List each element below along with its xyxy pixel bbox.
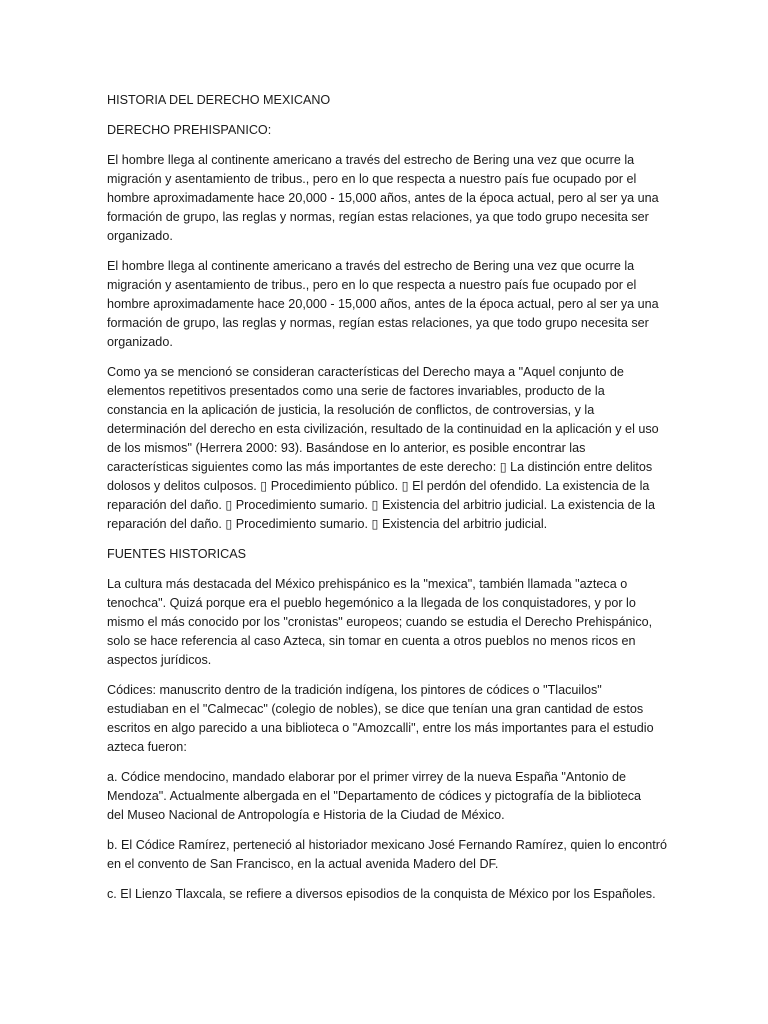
paragraph-line: El hombre llega al continente americano a través del estrecho de Bering una vez que ocurre la <box>107 153 635 167</box>
paragraph-line: hombre aproximadamente hace 20,000 - 15,000 años, antes de la época actual, pero al ser ya una <box>107 297 659 311</box>
paragraph <box>107 681 667 757</box>
section-heading-derecho-prehispanico: DERECHO PREHISPANICO: <box>107 123 272 137</box>
paragraph-line: La cultura más destacada del México prehispánico es la "mexica", también llamada "azteca o <box>107 577 628 591</box>
paragraph <box>107 575 667 670</box>
paragraph-line: formación de grupo, las reglas y normas, regían estas relaciones, ya que todo grupo necesita ser <box>107 210 649 224</box>
paragraph-line: Como ya se mencionó se consideran características del Derecho maya a "Aquel conjunto de <box>107 365 624 379</box>
paragraph-line: estudiaban en el "Calmecac" (colegio de nobles), se dice que tenían una gran cantidad de estos <box>107 702 644 716</box>
document-title: HISTORIA DEL DERECHO MEXICANO <box>107 93 331 107</box>
paragraph-line: migración y asentamiento de tribus., pero en lo que respecta a nuestro país fue ocupado por el <box>107 172 637 186</box>
paragraph-line: b. El Códice Ramírez, perteneció al historiador mexicano José Fernando Ramírez, quien lo encontró <box>107 838 668 852</box>
paragraph-line: de los mismos" (Herrera 2000: 93). Basándose en lo anterior, es posible encontrar las <box>107 441 586 455</box>
paragraph-line: mismo el más conocido por los "cronistas" europeos; cuando se estudia el Derecho Prehispánico, <box>107 615 653 629</box>
paragraph-line: Códices: manuscrito dentro de la tradición indígena, los pintores de códices o "Tlacuilos" <box>107 683 602 697</box>
paragraph-line: migración y asentamiento de tribus., pero en lo que respecta a nuestro país fue ocupado por el <box>107 278 637 292</box>
paragraph-line: reparación del daño. ▯ Procedimiento sumario. ▯ Existencia del arbitrio judicial. La existencia de la <box>107 498 655 512</box>
paragraph-line: solo se hace referencia al caso Azteca, sin tomar en cuenta a otros pueblos no menos ricos en <box>107 634 636 648</box>
paragraph-line: organizado. <box>107 229 173 243</box>
paragraph <box>107 257 667 352</box>
section-heading-fuentes-historicas: FUENTES HISTORICAS <box>107 547 247 561</box>
paragraph <box>107 363 667 534</box>
paragraph-line: aspectos jurídicos. <box>107 653 212 667</box>
paragraph-line: escritos en algo parecido a una biblioteca o "Amozcalli", entre los más importantes para el estudio <box>107 721 654 735</box>
paragraph-line: azteca fueron: <box>107 740 187 754</box>
paragraph <box>107 768 667 825</box>
paragraph-line: reparación del daño. ▯ Procedimiento sumario. ▯ Existencia del arbitrio judicial. <box>107 517 548 531</box>
paragraph <box>107 151 667 246</box>
paragraph-line: dolosos y delitos culposos. ▯ Procedimiento público. ▯ El perdón del ofendido. La existencia de la <box>107 479 650 493</box>
paragraph-line: a. Códice mendocino, mandado elaborar por el primer virrey de la nueva España "Antonio de <box>107 770 627 784</box>
paragraph-line: tenochca". Quizá porque era el pueblo hegemónico a la llegada de los conquistadores, y por lo <box>107 596 636 610</box>
paragraph-line: características siguientes como las más importantes de este derecho: ▯ La distinción entre delitos <box>107 460 653 474</box>
paragraph-line: formación de grupo, las reglas y normas, regían estas relaciones, ya que todo grupo necesita ser <box>107 316 649 330</box>
paragraph <box>107 836 667 874</box>
paragraph-line: hombre aproximadamente hace 20,000 - 15,000 años, antes de la época actual, pero al ser ya una <box>107 191 659 205</box>
paragraph-line: en el convento de San Francisco, en la actual avenida Madero del DF. <box>107 857 499 871</box>
paragraph-line: Mendoza". Actualmente albergada en el "Departamento de códices y pictografía de la biblioteca <box>107 789 642 803</box>
paragraph-line: determinación del derecho en esta civilización, resultado de la continuidad en la aplicación y el uso <box>107 422 659 436</box>
paragraph-line: El hombre llega al continente americano a través del estrecho de Bering una vez que ocurre la <box>107 259 635 273</box>
paragraph-line: del Museo Nacional de Antropología e Historia de la Ciudad de México. <box>107 808 505 822</box>
paragraph <box>107 885 667 904</box>
paragraph-line: constancia en la aplicación de justicia, la resolución de conflictos, de controversias, y la <box>107 403 595 417</box>
paragraph-line: organizado. <box>107 335 173 349</box>
paragraph-line: elementos repetitivos presentados como una serie de factores invariables, producto de la <box>107 384 605 398</box>
document-page <box>107 91 667 915</box>
paragraph-line: c. El Lienzo Tlaxcala, se refiere a diversos episodios de la conquista de México por los Españoles. <box>107 887 656 901</box>
